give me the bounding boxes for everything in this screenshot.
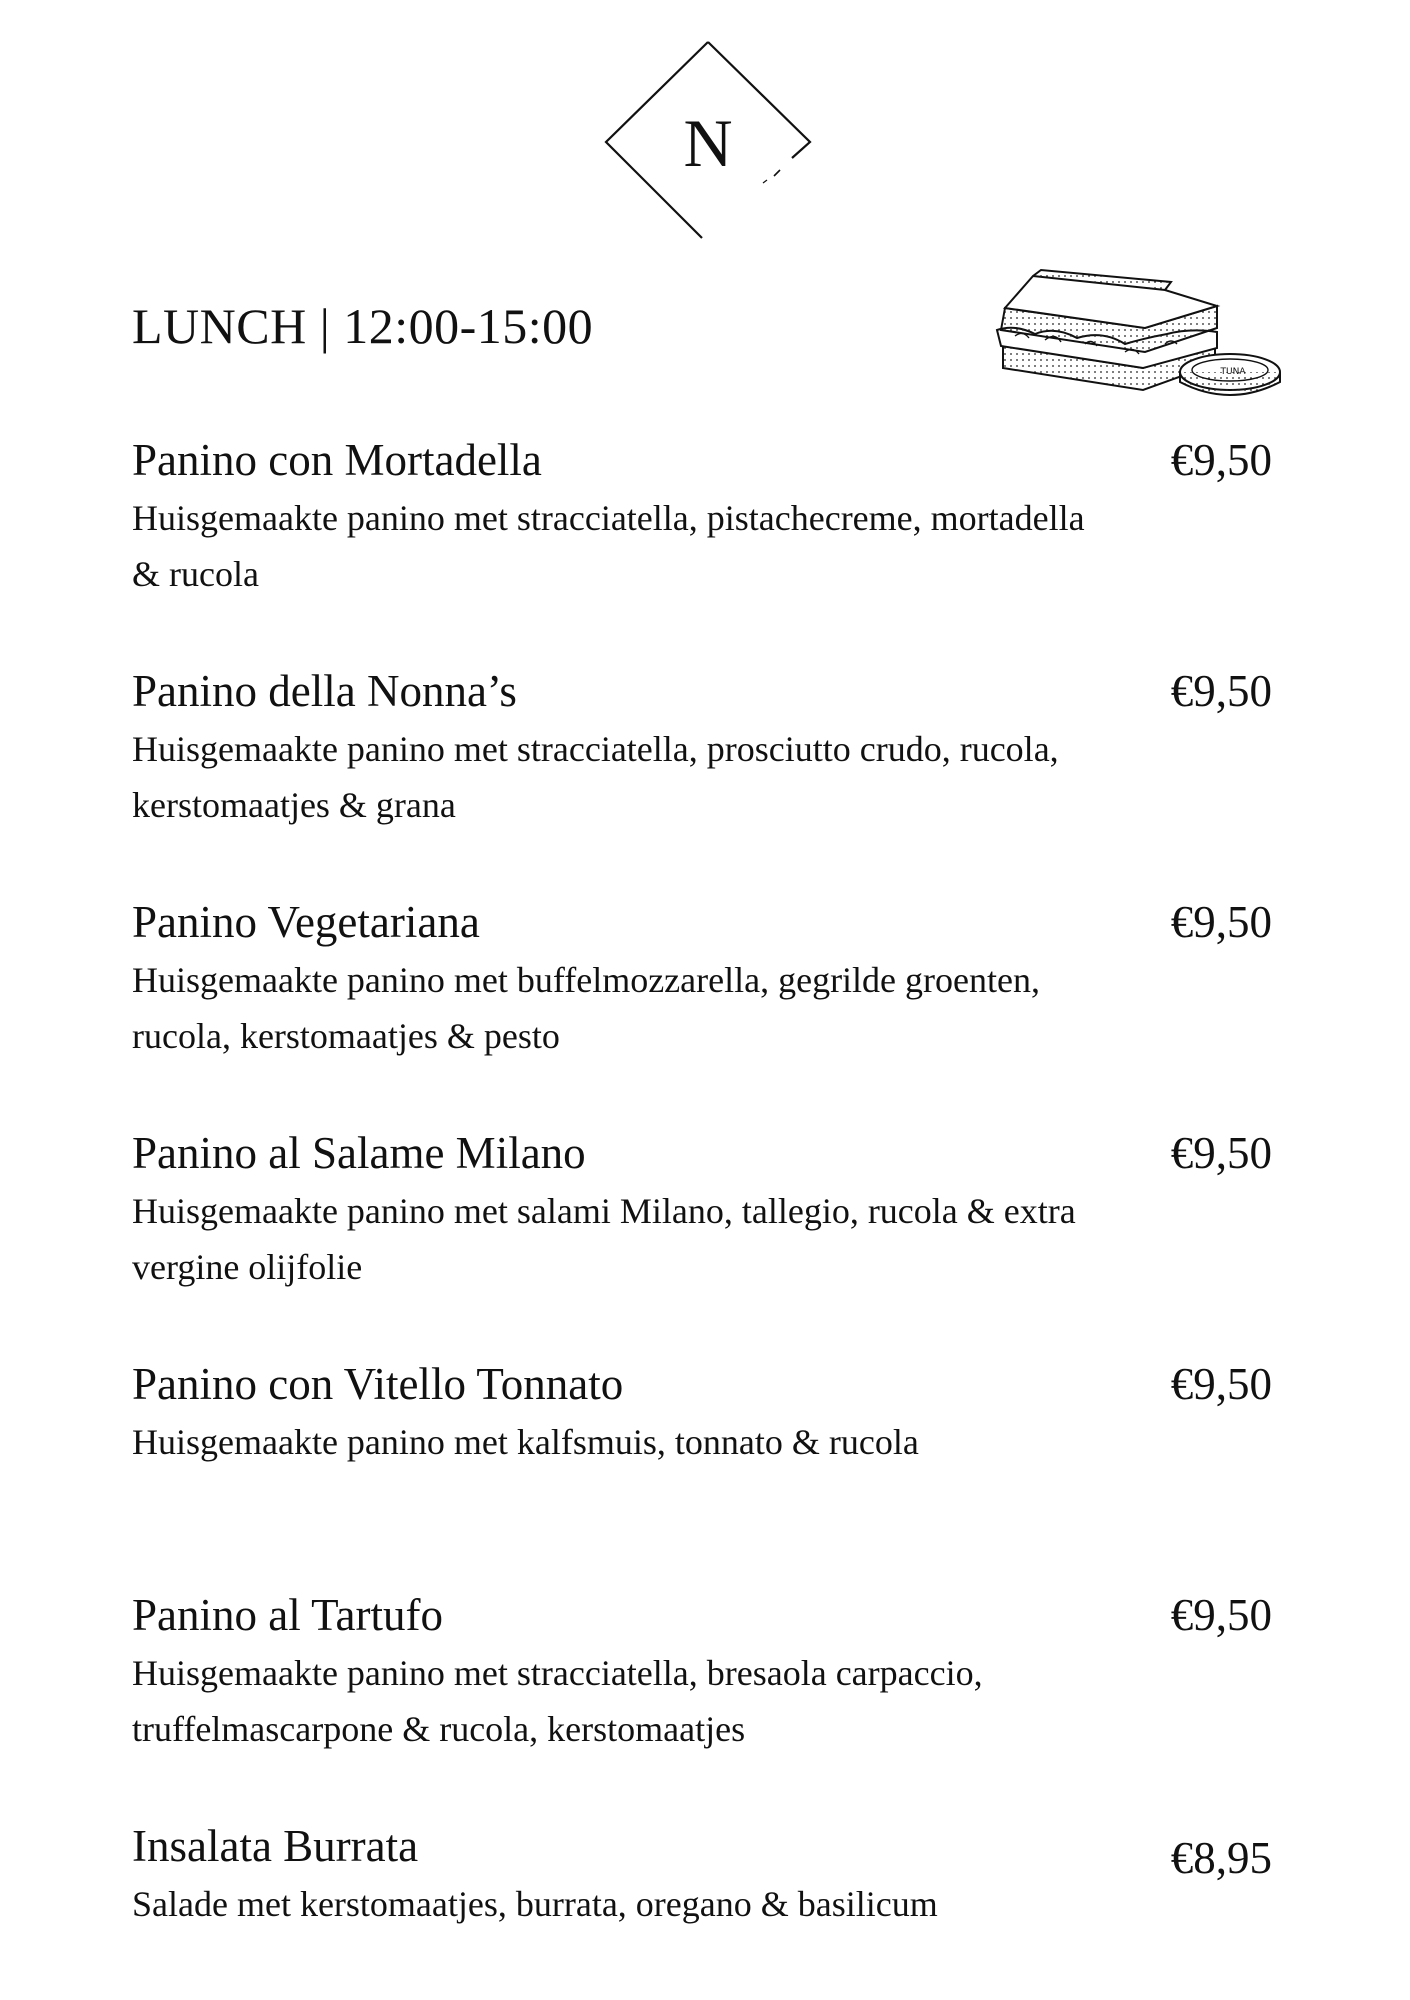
menu-item-name: Panino Vegetariana — [132, 897, 480, 947]
menu-item-name: Panino della Nonna’s — [132, 666, 517, 716]
menu-item — [132, 1123, 1272, 1295]
tuna-can-label: TUNA — [1220, 367, 1246, 377]
menu-item-name: Insalata Burrata — [132, 1821, 419, 1871]
menu-item-description: Huisgemaakte panino met kalfsmuis, tonnato & rucola — [132, 1422, 919, 1462]
menu-item — [132, 661, 1272, 833]
menu-item-price: €9,50 — [1170, 897, 1272, 947]
menu-item-price: €9,50 — [1170, 1128, 1272, 1178]
menu-item-description: Huisgemaakte panino met stracciatella, bresaola carpaccio, truffelmascarpone & rucola, kerstomaatjes — [132, 1653, 983, 1749]
menu-item — [132, 1354, 1272, 1470]
page-title: LUNCH | 12:00-15:00 — [132, 298, 594, 354]
logo-letter: N — [683, 105, 733, 181]
menu-item-price: €9,50 — [1170, 1359, 1272, 1409]
menu-item — [132, 892, 1272, 1064]
menu-item-description: Huisgemaakte panino met buffelmozzarella, gegrilde groenten, rucola, kerstomaatjes & pesto — [132, 960, 1040, 1056]
menu-item-description: Huisgemaakte panino met stracciatella, pistachecreme, mortadella & rucola — [132, 498, 1085, 594]
menu-item-price: €9,50 — [1170, 435, 1272, 485]
menu-item-price: €9,50 — [1170, 666, 1272, 716]
menu-item-name: Panino al Salame Milano — [132, 1128, 586, 1178]
menu-item-name: Panino con Mortadella — [132, 435, 542, 485]
menu-item — [132, 1816, 1272, 1932]
menu-item-price: €9,50 — [1170, 1590, 1272, 1640]
menu-item — [132, 430, 1272, 602]
menu-item-name: Panino al Tartufo — [132, 1590, 443, 1640]
sandwich-and-tuna-can-icon — [985, 268, 1285, 398]
diamond-monogram-icon — [602, 38, 814, 244]
menu-item-price: €8,95 — [1170, 1833, 1272, 1883]
menu-item — [132, 1585, 1272, 1757]
menu-item-description: Huisgemaakte panino met salami Milano, tallegio, rucola & extra vergine olijfolie — [132, 1191, 1076, 1287]
menu-item-description: Huisgemaakte panino met stracciatella, prosciutto crudo, rucola, kerstomaatjes & grana — [132, 729, 1059, 825]
menu-item-description: Salade met kerstomaatjes, burrata, oregano & basilicum — [132, 1884, 938, 1924]
menu-item-name: Panino con Vitello Tonnato — [132, 1359, 624, 1409]
